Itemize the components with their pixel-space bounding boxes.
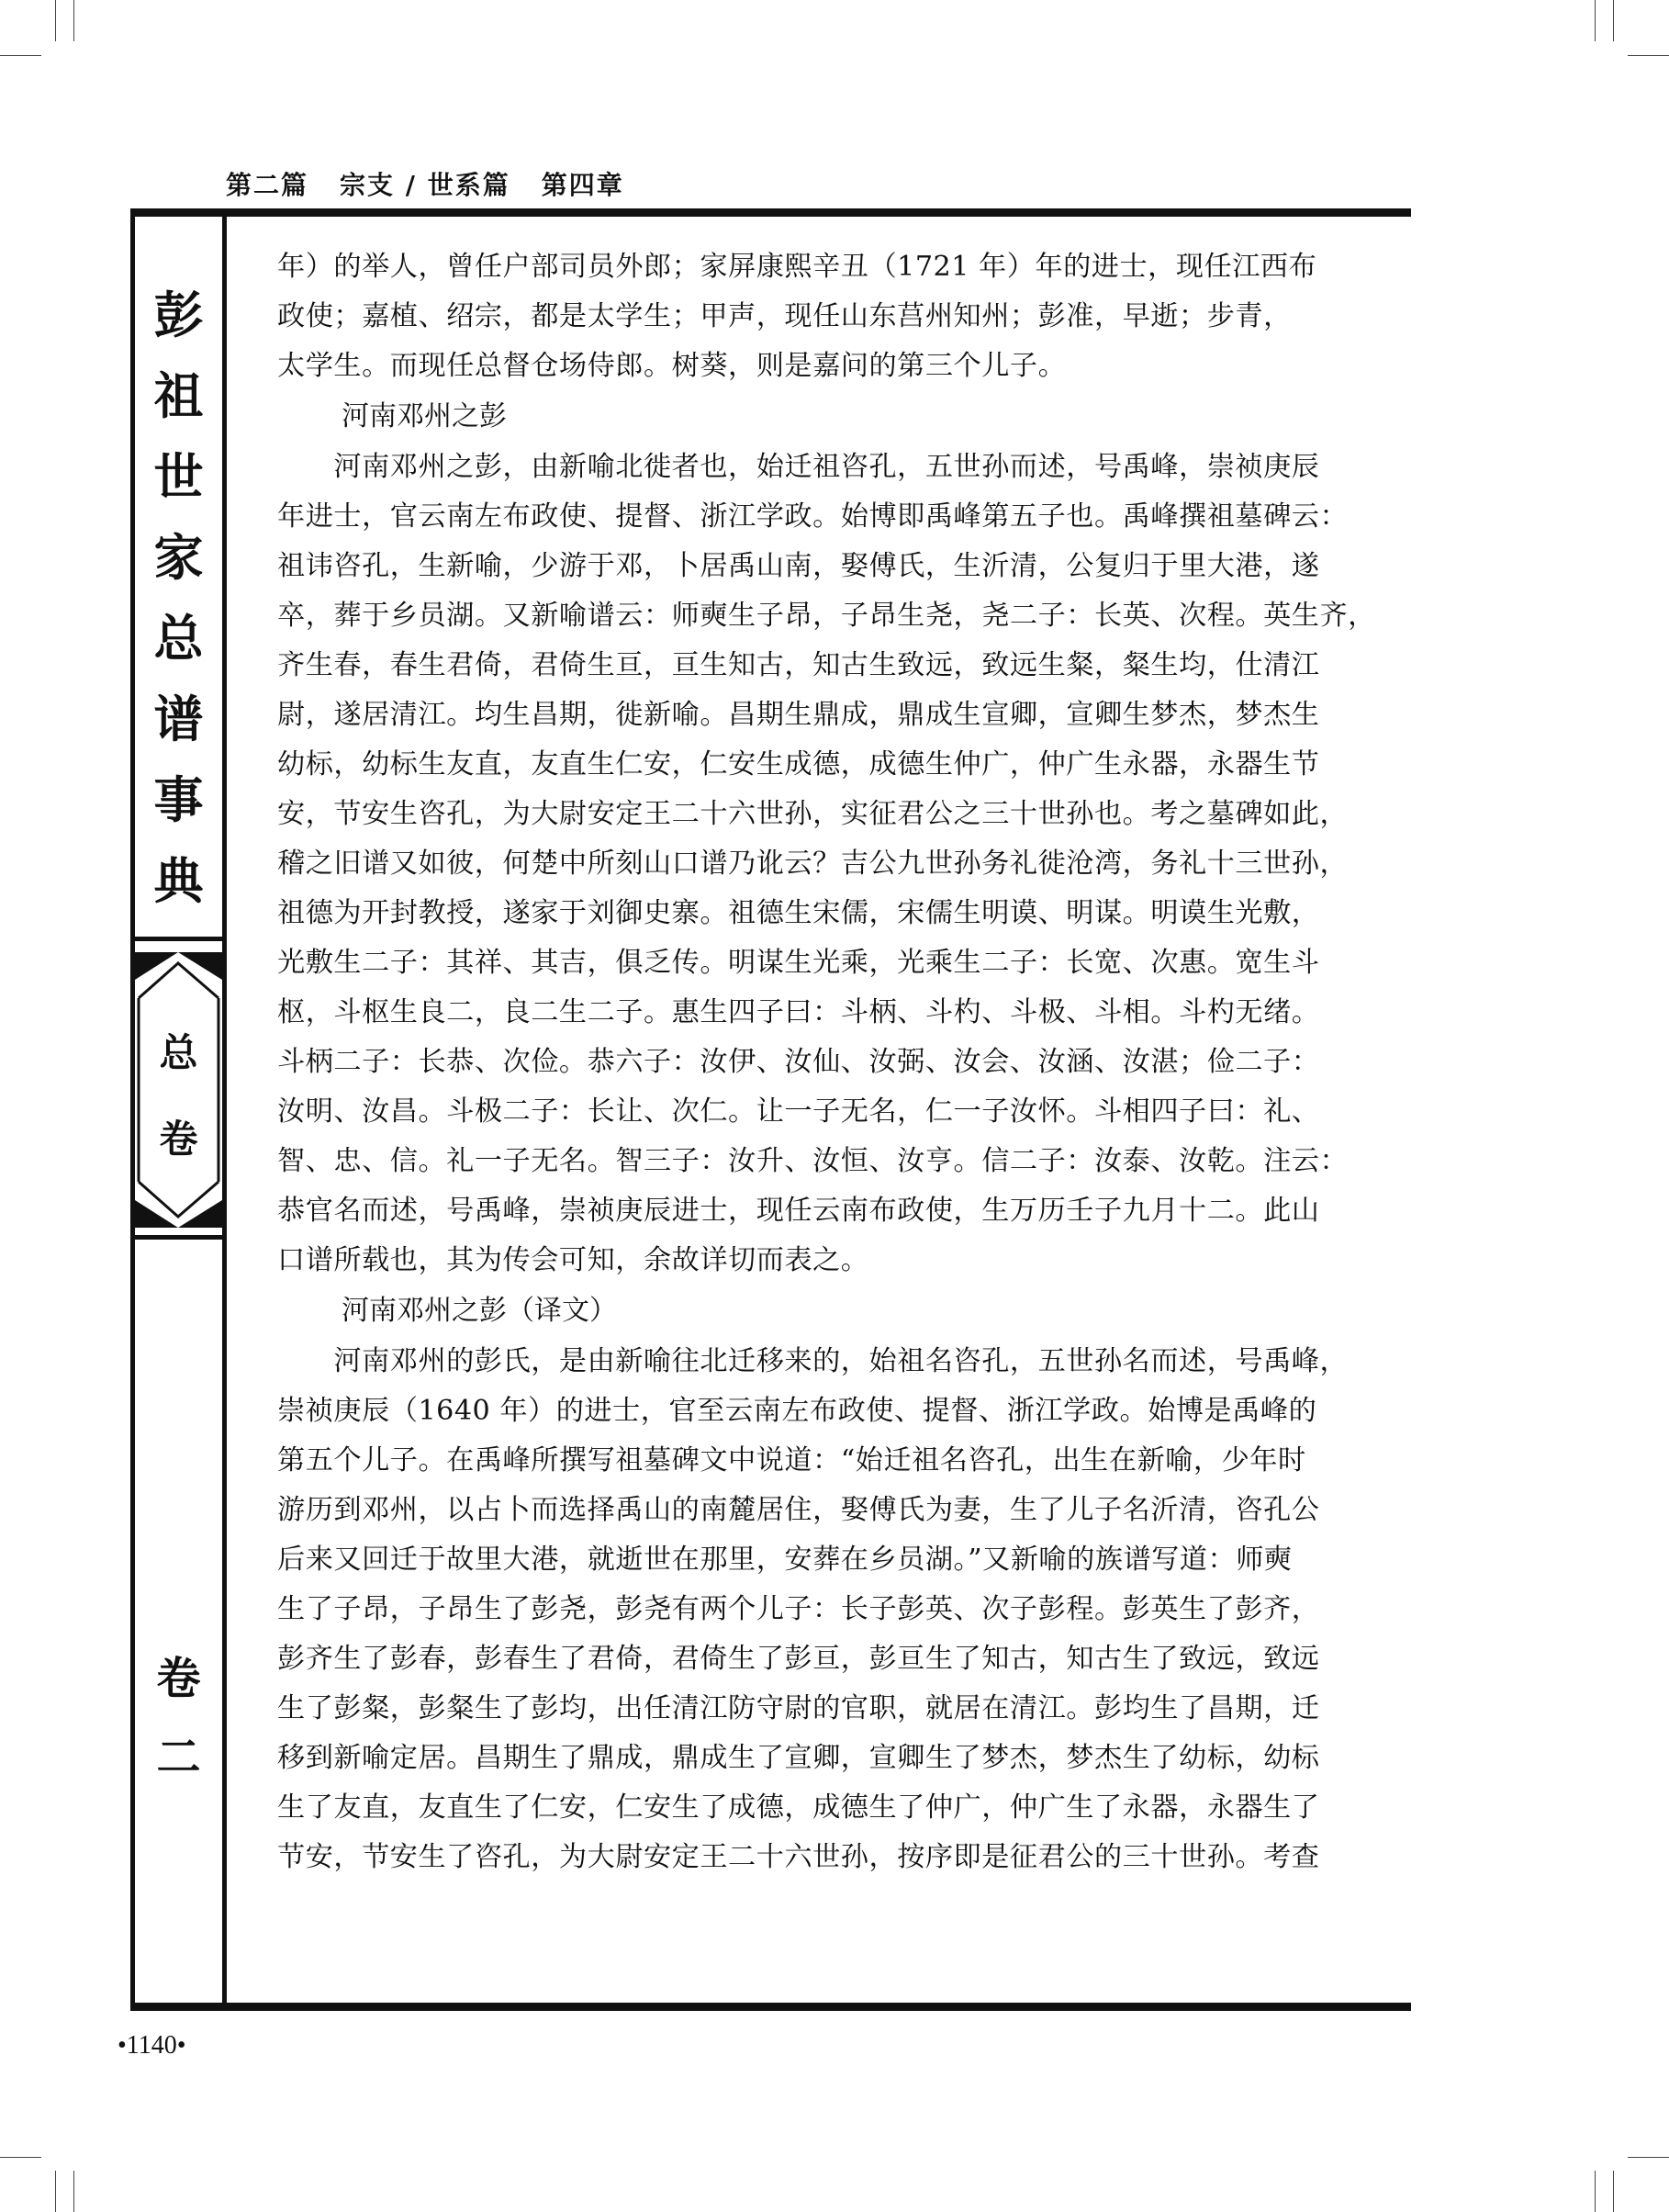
crop-mark [55, 0, 56, 41]
text-line: 斗柄二子：长恭、次俭。恭六子：汝伊、汝仙、汝弼、汝会、汝涵、汝湛；俭二子： [277, 1046, 1320, 1078]
text-line: 节安，节安生了咨孔，为大尉安定王二十六世孙，按序即是征君公的三十世孙。考查 [277, 1841, 1320, 1873]
volume-label [135, 1010, 222, 1183]
text-line: 河南邓州之彭，由新喻北徙者也，始迁祖咨孔，五世孙而述，号禹峰，崇祯庚辰 [277, 451, 1320, 483]
text-line: 生了友直，友直生了仁安，仁安生了成德，成德生了仲广，仲广生了永器，永器生了 [277, 1791, 1320, 1824]
side-border-right [222, 208, 227, 2011]
page-number: •1140• [118, 2031, 186, 2060]
running-header [226, 165, 624, 202]
title-char: 祖 [153, 367, 204, 425]
bottom-rule [130, 2003, 1411, 2011]
text-line: 崇祯庚辰（1640 年）的进士，官至云南左布政使、提督、浙江学政。始博是禹峰的 [277, 1395, 1317, 1427]
text-line: 祖德为开封教授，遂家于刘御史寨。祖德生宋儒，宋儒生明谟、明谋。明谟生光敷， [277, 897, 1320, 929]
text-line: 太学生。而现任总督仓场侍郎。树葵，则是嘉问的第三个儿子。 [277, 350, 1067, 382]
text-line: 游历到邓州，以占卜而选择禹山的南麓居住，娶傅氏为妻，生了儿子名沂清，咨孔公 [277, 1494, 1320, 1526]
text-line: 口谱所载也，其为传会可知，余故详切而表之。 [277, 1244, 869, 1276]
text-line: 卒，葬于乡员湖。又新喻谱云：师奭生子昂，子昂生尧，尧二子：长英、次程。英生齐， [277, 600, 1376, 632]
text-line: 安，节安生咨孔，为大尉安定王二十六世孙，实征君公之三十世孙也。考之墓碑如此， [277, 798, 1349, 830]
title-char: 彭 [153, 286, 204, 344]
crop-mark [0, 55, 41, 56]
title-char: 世 [153, 448, 204, 506]
header-section: 宗支 / 世系篇 [340, 170, 510, 200]
crop-mark [55, 2171, 56, 2212]
crop-mark [73, 2171, 74, 2212]
main-text [277, 242, 1411, 1882]
book-title-vertical [135, 275, 222, 922]
text-line: 智、忠、信。礼一子无名。智三子：汝升、汝恒、汝亨。信二子：汝泰、汝乾。注云： [277, 1145, 1349, 1177]
text-line: 第五个儿子。在禹峰所撰写祖墓碑文中说道：“始迁祖名咨孔，出生在新喻，少年时 [277, 1444, 1306, 1477]
crop-mark [1628, 55, 1669, 56]
section-heading: 河南邓州之彭（译文） [342, 1295, 617, 1327]
crop-mark [1613, 0, 1614, 41]
crop-mark [1595, 0, 1596, 41]
title-char: 谱 [153, 691, 204, 748]
header-part: 第二篇 [226, 170, 309, 200]
text-line: 稽之旧谱又如彼，何楚中所刻山口谱乃讹云？吉公九世孙务礼徙沧湾，务礼十三世孙， [277, 848, 1349, 880]
text-line: 恭官名而述，号禹峰，崇祯庚辰进士，现任云南布政使，生万历壬子九月十二。此山 [277, 1195, 1320, 1227]
text-line: 政使；嘉植、绍宗，都是太学生；甲声，现任山东莒州知州；彭准，早逝；步青， [277, 300, 1292, 332]
text-line: 汝明、汝昌。斗极二子：长让、次仁。让一子无名，仁一子汝怀。斗相四子曰：礼、 [277, 1095, 1320, 1128]
text-line: 移到新喻定居。昌期生了鼎成，鼎成生了宣卿，宣卿生了梦杰，梦杰生了幼标，幼标 [277, 1742, 1320, 1774]
side-band [135, 1235, 222, 1240]
volume-char: 卷 [159, 1117, 198, 1162]
crop-mark [73, 0, 74, 41]
section-heading: 河南邓州之彭 [342, 400, 507, 432]
text-line: 齐生春，春生君倚，君倚生亘，亘生知古，知古生致远，致远生粲，粲生均，仕清江 [277, 649, 1320, 681]
juan-label [135, 1639, 222, 1797]
crop-mark [1628, 2157, 1669, 2158]
title-char: 总 [153, 610, 204, 668]
volume-char: 总 [159, 1030, 198, 1075]
crop-mark [0, 2157, 41, 2158]
top-rule [130, 208, 1411, 217]
text-line: 生了彭粲，彭粲生了彭均，出任清江防守尉的官职，就居在清江。彭均生了昌期，迁 [277, 1692, 1320, 1724]
text-line: 彭齐生了彭春，彭春生了君倚，君倚生了彭亘，彭亘生了知古，知古生了致远，致远 [277, 1643, 1320, 1675]
side-band [135, 937, 222, 941]
crop-mark [1595, 2171, 1596, 2212]
juan-char: 卷 [156, 1653, 201, 1704]
text-line: 生了子昂，子昂生了彭尧，彭尧有两个儿子：长子彭英、次子彭程。彭英生了彭齐， [277, 1593, 1320, 1625]
text-line: 后来又回迁于故里大港，就逝世在那里，安葬在乡员湖。”又新喻的族谱写道：师奭 [277, 1544, 1293, 1576]
text-line: 幼标，幼标生友直，友直生仁安，仁安生成德，成德生仲广，仲广生永器，永器生节 [277, 748, 1320, 780]
text-line: 尉，遂居清江。均生昌期，徙新喻。昌期生鼎成，鼎成生宣卿，宣卿生梦杰，梦杰生 [277, 699, 1320, 731]
text-line: 光敷生二子：其祥、其吉，俱乏传。明谋生光乘，光乘生二子：长宽、次惠。宽生斗 [277, 947, 1320, 979]
text-line: 河南邓州的彭氏，是由新喻往北迁移来的，始祖名咨孔，五世孙名而述，号禹峰， [277, 1345, 1349, 1377]
title-char: 家 [153, 529, 204, 587]
text-line: 枢，斗枢生良二，良二生二子。惠生四子曰：斗柄、斗杓、斗极、斗相。斗杓无绪。 [277, 996, 1320, 1028]
text-line: 年）的举人，曾任户部司员外郎；家屏康熙辛丑（1721 年）年的进士，现任江西布 [277, 251, 1317, 283]
title-char: 事 [153, 771, 204, 829]
text-line: 祖讳咨孔，生新喻，少游于邓，卜居禹山南，娶傅氏，生沂清，公复归于里大港，遂 [277, 550, 1320, 582]
crop-mark [1613, 2171, 1614, 2212]
juan-char: 二 [156, 1732, 201, 1783]
title-char: 典 [153, 852, 204, 910]
text-line: 年进士，官云南左布政使、提督、浙江学政。始博即禹峰第五子也。禹峰撰祖墓碑云： [277, 500, 1349, 533]
header-chapter: 第四章 [541, 170, 624, 200]
